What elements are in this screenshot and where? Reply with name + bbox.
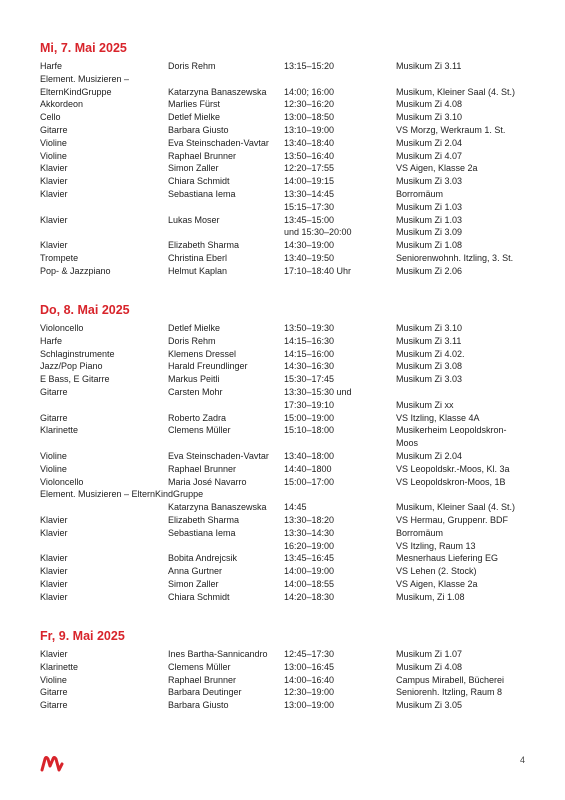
location-cell: Musikum Zi 1.03 — [396, 201, 463, 212]
location-cell: Musikum Zi 2.04 — [396, 450, 463, 461]
instrument-cell: Klavier — [40, 514, 68, 525]
time-cell: 15:10–18:00 — [284, 425, 335, 436]
teacher-cell: Eva Steinschaden-Vavtar — [168, 450, 269, 461]
location-cell: Mesnerhaus Liefering EG — [396, 553, 499, 564]
time-cell: 13:00–16:45 — [284, 661, 335, 672]
page-number: 4 — [519, 755, 525, 765]
time-cell: 13:50–19:30 — [284, 323, 335, 333]
schedule-row — [40, 399, 540, 412]
location-cell: Musikum, Kleiner Saal (4. St.) — [396, 502, 516, 513]
day-section-friday — [40, 628, 540, 712]
schedule-row — [40, 540, 540, 553]
schedule-row — [40, 476, 540, 489]
location-cell: Musikum Zi xx — [396, 399, 454, 410]
time-cell: 13:40–19:50 — [284, 252, 335, 263]
schedule-row — [40, 111, 540, 124]
schedule-row — [40, 137, 540, 150]
schedule-rows — [40, 648, 540, 712]
location-cell: Musikum Zi 3.10 — [396, 323, 463, 333]
instrument-cell: Klavier — [40, 591, 68, 602]
instrument-cell: Violine — [40, 450, 67, 461]
schedule-row — [40, 98, 540, 111]
instrument-cell: Klavier — [40, 214, 68, 225]
time-cell: 12:30–16:20 — [284, 99, 335, 110]
location-cell: Campus Mirabell, Bücherei — [396, 674, 505, 685]
time-cell: 15:00–19:00 — [284, 412, 335, 423]
instrument-cell: Gitarre — [40, 386, 68, 397]
schedule-row — [40, 86, 540, 99]
schedule-row — [40, 552, 540, 565]
time-cell: 13:15–15:20 — [284, 61, 335, 71]
schedule-row — [40, 265, 540, 278]
time-cell: 14:00–19:00 — [284, 566, 335, 577]
schedule-row — [40, 201, 540, 214]
schedule-row — [40, 335, 540, 348]
teacher-cell: Doris Rehm — [168, 335, 216, 346]
teacher-cell: Barbara Giusto — [168, 124, 229, 135]
teacher-cell: Klemens Dressel — [168, 348, 237, 359]
time-cell: 14:00–18:55 — [284, 578, 335, 589]
teacher-cell: Sebastiana Iema — [168, 188, 236, 199]
day-heading: Fr, 9. Mai 2025 — [40, 629, 125, 643]
schedule-row — [40, 226, 540, 239]
time-cell: 13:50–16:40 — [284, 150, 335, 161]
location-cell: Musikum Zi 4.02. — [396, 348, 465, 359]
schedule-row — [40, 360, 540, 373]
schedule-rows — [40, 60, 540, 278]
time-cell: 14:40–1800 — [284, 463, 332, 474]
teacher-cell: Chiara Schmidt — [168, 591, 230, 602]
schedule-row — [40, 175, 540, 188]
teacher-cell: Simon Zaller — [168, 578, 219, 589]
instrument-cell: Gitarre — [40, 687, 68, 698]
time-cell: 13:40–18:40 — [284, 137, 335, 148]
instrument-cell: Klavier — [40, 578, 68, 589]
time-cell: 13:00–19:00 — [284, 700, 335, 711]
location-cell: Musikum, Zi 1.08 — [396, 591, 465, 602]
time-cell: und 15:30–20:00 — [284, 227, 352, 238]
location-cell: Seniorenh. Itzling, Raum 8 — [396, 687, 503, 698]
instrument-cell: Klavier — [40, 553, 68, 564]
instrument-cell: Element. Musizieren – — [40, 73, 130, 84]
time-cell: 13:30–15:30 und — [284, 386, 352, 397]
schedule-row — [40, 527, 540, 540]
schedule-row — [40, 322, 540, 335]
instrument-cell: Klavier — [40, 240, 68, 251]
instrument-cell: Violoncello — [40, 323, 84, 333]
location-cell: Musikum Zi 3.09 — [396, 227, 463, 238]
teacher-cell: Clemens Müller — [168, 661, 231, 672]
teacher-cell: Simon Zaller — [168, 163, 219, 174]
teacher-cell: Katarzyna Banaszewska — [168, 502, 267, 513]
schedule-row — [40, 686, 540, 699]
location-cell: Musikum Zi 3.10 — [396, 112, 463, 123]
schedule-row — [40, 501, 540, 514]
time-cell: 13:45–16:45 — [284, 553, 335, 564]
schedule-row — [40, 514, 540, 527]
location-cell: Musikum Zi 3.11 — [396, 61, 462, 71]
instrument-cell: Harfe — [40, 61, 63, 71]
schedule-row — [40, 188, 540, 201]
time-cell: 15:15–17:30 — [284, 201, 335, 212]
instrument-cell: Gitarre — [40, 700, 68, 711]
time-cell: 12:45–17:30 — [284, 649, 335, 659]
instrument-cell: Klarinette — [40, 661, 79, 672]
teacher-cell: Barbara Giusto — [168, 700, 229, 711]
instrument-cell: Violoncello — [40, 476, 84, 487]
location-cell: VS Morzg, Werkraum 1. St. — [396, 124, 506, 135]
teacher-cell: Raphael Brunner — [168, 674, 237, 685]
teacher-cell: Bobita Andrejcsik — [168, 553, 238, 564]
teacher-cell: Detlef Mielke — [168, 112, 221, 123]
teacher-cell: Harald Freundlinger — [168, 361, 248, 372]
location-cell: Musikum Zi 1.03 — [396, 214, 463, 225]
location-cell: Borromäum — [396, 527, 444, 538]
teacher-cell: Carsten Mohr — [168, 386, 223, 397]
time-cell: 14:00; 16:00 — [284, 86, 335, 97]
instrument-cell: Klavier — [40, 163, 68, 174]
schedule-row — [40, 488, 540, 501]
schedule-row — [40, 565, 540, 578]
time-cell: 14:45 — [284, 502, 307, 513]
day-section-thursday — [40, 302, 540, 604]
location-cell: Musikum Zi 3.03 — [396, 176, 463, 187]
schedule-row — [40, 591, 540, 604]
instrument-cell: Klavier — [40, 649, 68, 659]
schedule-row — [40, 373, 540, 386]
location-cell: Borromäum — [396, 188, 444, 199]
time-cell: 14:15–16:00 — [284, 348, 335, 359]
teacher-cell: Katarzyna Banaszewska — [168, 86, 267, 97]
time-cell: 14:15–16:30 — [284, 335, 335, 346]
location-cell: Musikerheim Leopoldskron- — [396, 425, 507, 436]
instrument-cell: Harfe — [40, 335, 63, 346]
instrument-cell: E Bass, E Gitarre — [40, 374, 110, 385]
instrument-cell: Klavier — [40, 566, 68, 577]
teacher-cell: Barbara Deutinger — [168, 687, 242, 698]
instrument-cell: Element. Musizieren – ElternKindGruppe — [40, 489, 204, 500]
teacher-cell: Elizabeth Sharma — [168, 514, 240, 525]
instrument-cell: Klarinette — [40, 425, 79, 436]
location-cell: VS Leopoldskron-Moos, 1B — [396, 476, 506, 487]
teacher-cell: Eva Steinschaden-Vavtar — [168, 137, 269, 148]
schedule-rows — [40, 322, 540, 604]
schedule-row — [40, 73, 540, 86]
instrument-cell: Schlaginstrumente — [40, 348, 115, 359]
time-cell: 16:20–19:00 — [284, 540, 335, 551]
teacher-cell: Elizabeth Sharma — [168, 240, 240, 251]
time-cell: 14:00–16:40 — [284, 674, 335, 685]
time-cell: 12:20–17:55 — [284, 163, 335, 174]
instrument-cell: Violine — [40, 137, 67, 148]
instrument-cell: Gitarre — [40, 412, 68, 423]
instrument-cell: Violine — [40, 150, 67, 161]
teacher-cell: Helmut Kaplan — [168, 265, 228, 276]
time-cell: 13:30–14:30 — [284, 527, 335, 538]
schedule-row — [40, 252, 540, 265]
day-heading: Mi, 7. Mai 2025 — [40, 41, 127, 55]
instrument-cell: Jazz/Pop Piano — [40, 361, 103, 372]
location-cell: Musikum Zi 4.07 — [396, 150, 463, 161]
instrument-cell: Violine — [40, 674, 67, 685]
schedule-row — [40, 124, 540, 137]
teacher-cell: Marlies Fürst — [168, 99, 221, 110]
teacher-cell: Sebastiana Iema — [168, 527, 236, 538]
instrument-cell: Klavier — [40, 176, 68, 187]
teacher-cell: Lukas Moser — [168, 214, 220, 225]
schedule-row — [40, 162, 540, 175]
time-cell: 12:30–19:00 — [284, 687, 335, 698]
location-cell: Musikum Zi 3.11 — [396, 335, 462, 346]
location-cell: Musikum Zi 4.08 — [396, 99, 463, 110]
time-cell: 14:00–19:15 — [284, 176, 335, 187]
schedule-row — [40, 60, 540, 73]
day-section-wednesday — [40, 40, 540, 278]
time-cell: 15:00–17:00 — [284, 476, 335, 487]
time-cell: 13:10–19:00 — [284, 124, 335, 135]
instrument-cell: ElternKindGruppe — [40, 86, 112, 97]
teacher-cell: Christina Eberl — [168, 252, 228, 263]
instrument-cell: Gitarre — [40, 124, 68, 135]
teacher-cell: Raphael Brunner — [168, 463, 237, 474]
schedule-row — [40, 463, 540, 476]
schedule-row — [40, 239, 540, 252]
time-cell: 15:30–17:45 — [284, 374, 335, 385]
teacher-cell: Markus Peitli — [168, 374, 220, 385]
teacher-cell: Chiara Schmidt — [168, 176, 230, 187]
location-cell: VS Lehen (2. Stock) — [396, 566, 477, 577]
schedule-row — [40, 648, 540, 661]
day-heading: Do, 8. Mai 2025 — [40, 303, 130, 317]
instrument-cell: Trompete — [40, 252, 79, 263]
schedule-row — [40, 450, 540, 463]
schedule-row — [40, 424, 540, 437]
schedule-row — [40, 661, 540, 674]
time-cell: 14:20–18:30 — [284, 591, 335, 602]
location-cell: Moos — [396, 438, 419, 449]
location-cell: VS Leopoldskr.-Moos, Kl. 3a — [396, 463, 510, 474]
time-cell: 13:40–18:00 — [284, 450, 335, 461]
instrument-cell: Violine — [40, 463, 67, 474]
location-cell: Musikum Zi 4.08 — [396, 661, 463, 672]
location-cell: Musikum, Kleiner Saal (4. St.) — [396, 86, 516, 97]
location-cell: Seniorenwohnh. Itzling, 3. St. — [396, 252, 514, 263]
location-cell: Musikum Zi 2.06 — [396, 265, 463, 276]
location-cell: Musikum Zi 3.05 — [396, 700, 463, 711]
schedule-row — [40, 674, 540, 687]
schedule-row — [40, 699, 540, 712]
schedule-row — [40, 437, 540, 450]
location-cell: VS Itzling, Klasse 4A — [396, 412, 480, 423]
location-cell: VS Aigen, Klasse 2a — [396, 163, 478, 174]
teacher-cell: Maria José Navarro — [168, 476, 247, 487]
location-cell: VS Itzling, Raum 13 — [396, 540, 476, 551]
time-cell: 17:30–19:10 — [284, 399, 335, 410]
time-cell: 14:30–16:30 — [284, 361, 335, 372]
time-cell: 17:10–18:40 Uhr — [284, 265, 352, 276]
instrument-cell: Pop- & Jazzpiano — [40, 265, 111, 276]
time-cell: 13:30–14:45 — [284, 188, 335, 199]
instrument-cell: Akkordeon — [40, 99, 84, 110]
schedule-row — [40, 578, 540, 591]
teacher-cell: Raphael Brunner — [168, 150, 237, 161]
instrument-cell: Klavier — [40, 188, 68, 199]
time-cell: 13:00–18:50 — [284, 112, 335, 123]
teacher-cell: Clemens Müller — [168, 425, 231, 436]
location-cell: Musikum Zi 1.07 — [396, 649, 463, 659]
instrument-cell: Cello — [40, 112, 61, 123]
location-cell: VS Aigen, Klasse 2a — [396, 578, 478, 589]
instrument-cell: Klavier — [40, 527, 68, 538]
schedule-row — [40, 150, 540, 163]
schedule-row — [40, 348, 540, 361]
time-cell: 13:30–18:20 — [284, 514, 335, 525]
teacher-cell: Anna Gurtner — [168, 566, 223, 577]
time-cell: 13:45–15:00 — [284, 214, 335, 225]
location-cell: Musikum Zi 2.04 — [396, 137, 463, 148]
teacher-cell: Roberto Zadra — [168, 412, 227, 423]
time-cell: 14:30–19:00 — [284, 240, 335, 251]
schedule-row — [40, 214, 540, 227]
location-cell: VS Hermau, Gruppenr. BDF — [396, 514, 509, 525]
teacher-cell: Ines Bartha-Sannicandro — [168, 649, 268, 659]
location-cell: Musikum Zi 3.08 — [396, 361, 463, 372]
schedule-row — [40, 412, 540, 425]
teacher-cell: Doris Rehm — [168, 61, 216, 71]
teacher-cell: Detlef Mielke — [168, 323, 221, 333]
schedule-row — [40, 386, 540, 399]
musikum-logo-icon — [40, 754, 64, 772]
location-cell: Musikum Zi 3.03 — [396, 374, 463, 385]
location-cell: Musikum Zi 1.08 — [396, 240, 463, 251]
